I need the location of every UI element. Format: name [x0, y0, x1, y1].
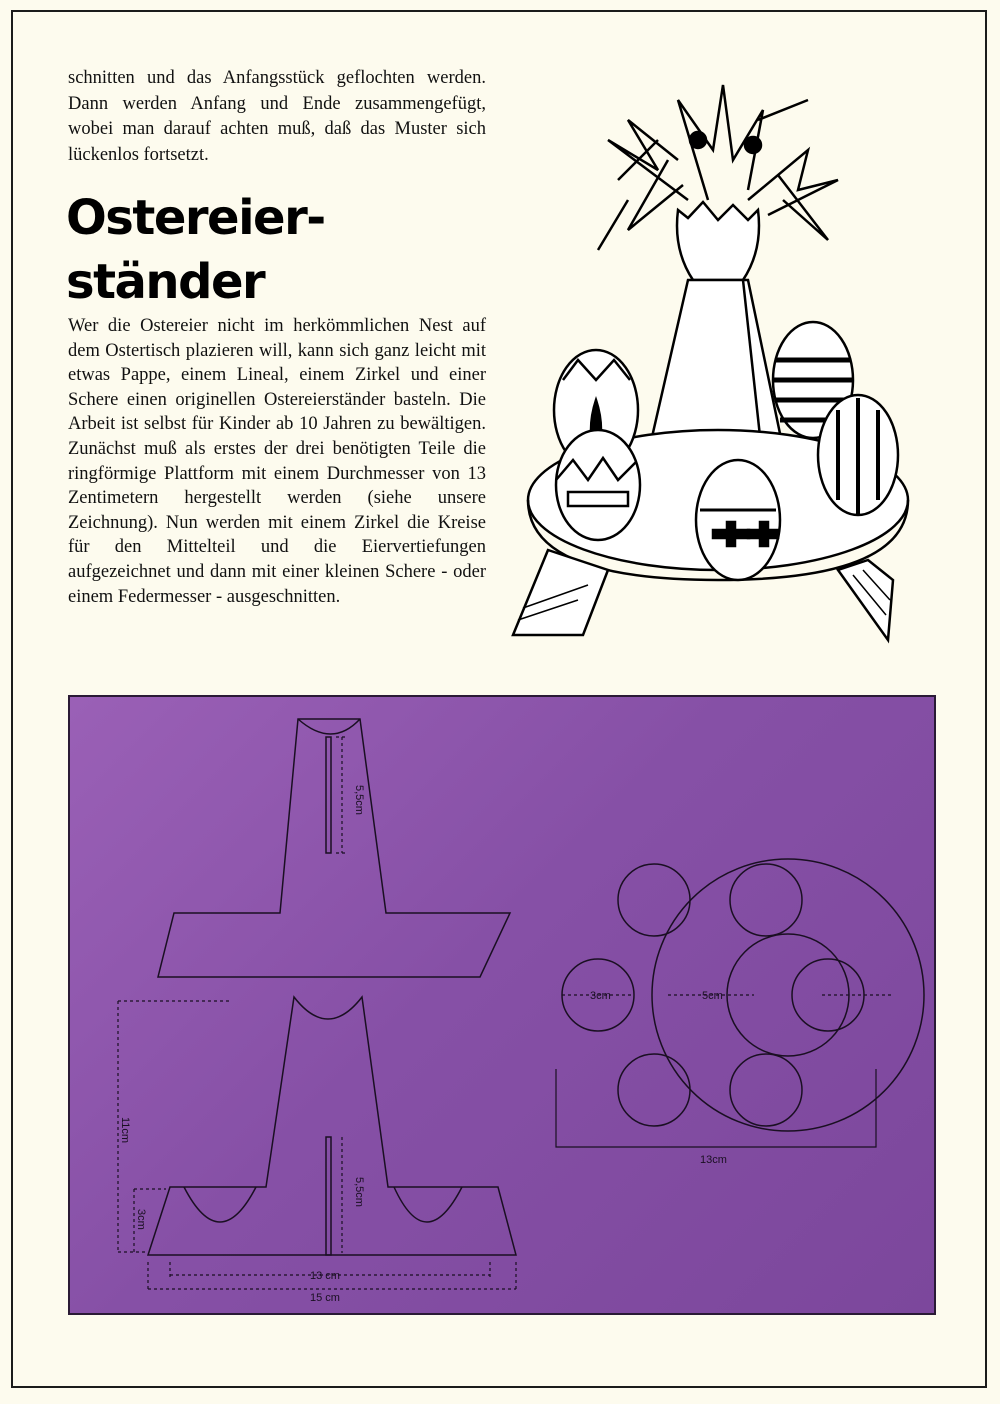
inner-width-label: 13 cm	[310, 1270, 340, 1282]
template-diagram-panel	[68, 695, 936, 1315]
intro-paragraph	[68, 66, 486, 168]
egg-stand-illustration	[508, 80, 928, 660]
template-diagram	[70, 697, 938, 1317]
egg-hole-top-left	[618, 864, 690, 936]
title-line-2: ständer	[66, 254, 265, 310]
top-template-piece	[158, 719, 510, 977]
platform-diameter-label: 13cm	[700, 1154, 727, 1166]
bottom-template-slot	[326, 1137, 331, 1255]
center-diameter-label: 5cm	[702, 990, 723, 1002]
title-line-1: Ostereier-	[66, 190, 325, 246]
top-template-slot	[326, 737, 331, 853]
vase-drawing	[677, 202, 759, 280]
bottom-template-piece	[148, 997, 516, 1255]
article-body	[68, 314, 486, 609]
stand-legs-drawing	[513, 550, 608, 635]
bottom-slot-label: 5,5cm	[353, 1177, 365, 1207]
egg-hole-bottom-right	[730, 1054, 802, 1126]
top-slot-label: 5,5cm	[353, 785, 365, 815]
egg-hole-bottom-left	[618, 1054, 690, 1126]
side-label: 3cm	[135, 1209, 147, 1230]
intro-text: schnitten und das Anfangsstück geflochten werden. Dann werden Anfang und Ende zusammengefügt, wobei man darauf achten muß, daß das Muster sich lückenlos fortsetzt.	[68, 68, 486, 165]
bottom-template-cutout-left	[184, 1187, 256, 1222]
outer-width-label: 15 cm	[310, 1292, 340, 1304]
hole-diameter-label: 3cm	[590, 990, 611, 1002]
body-paragraph: Wer die Ostereier nicht im herkömmlichen Nest auf dem Ostertisch plazieren will, kann sich ganz leicht mit etwas Pappe, einem Lineal, einem Zirkel und einer Schere einen originellen Ostereierständer basteln. Die Arbeit ist selbst für Kinder ab 10 Jahren zu bewältigen. Zunächst muß als erstes der drei benötigten Teile die ringförmige Plattform mit einem Durchmesser von 13 Zentimetern hergestellt werden (siehe unsere Zeichnung). Nun werden mit einem Zirkel die Kreise für den Mittelteil und die Eiervertiefungen aufgezeichnet und dann mit einer kleinen Schere - oder einem Federmesser - ausgeschnitten.	[68, 316, 486, 607]
bottom-template-cutout-right	[394, 1187, 462, 1222]
height-label: 11cm	[119, 1117, 131, 1144]
egg-hole-top-right	[730, 864, 802, 936]
article-title	[66, 186, 506, 314]
